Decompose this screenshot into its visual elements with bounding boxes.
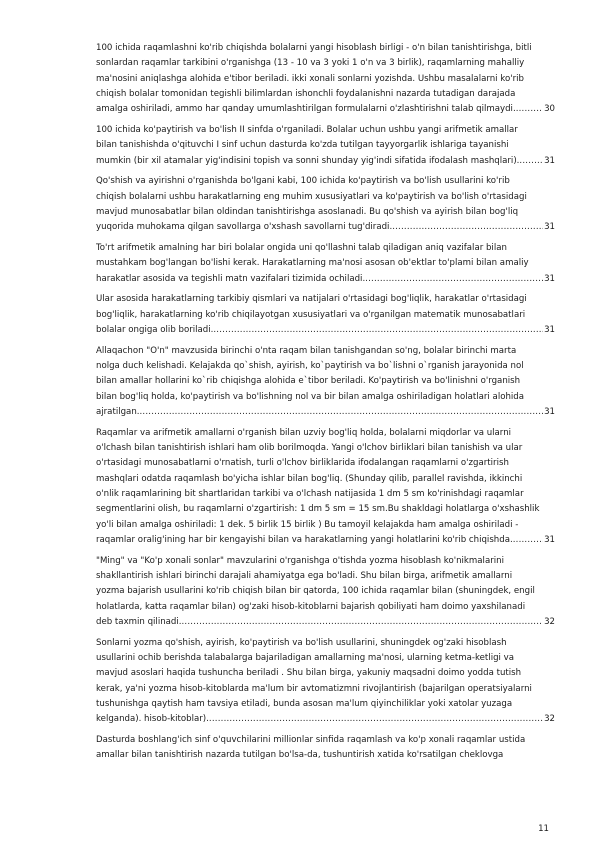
toc-entry-text-line: shakllantirish ishlari birinchi darajali ahamiyatga ega bo'ladi. Shu bilan birga, arifmetik amallarni <box>96 571 513 581</box>
dot-leader <box>213 323 543 338</box>
toc-entry-text-line: sonlardan raqamlar tarkibini o'rganishga (13 - 10 va 3 yoki 1 o'n va 3 birlik), raqamlarning mahalliy <box>96 58 525 69</box>
toc-entry-text-line: o'lchash bilan tanishtirish ishlari ham olib borilmoqda. Yangi o'lchov birliklari bilan tanishish va ular <box>96 443 523 454</box>
toc-page-number: 31 <box>544 534 555 545</box>
toc-entry-text-line: Sonlarni yozma qo'shish, ayirish, ko'paytirish va bo'lish usullarini, shuningdek og'zaki hisoblash <box>96 637 507 648</box>
toc-entry-text-line: usullarini ochib berishda talabalarga bajariladigan amallarning ma'nosi, ularning ketma-ketligi va <box>96 652 515 663</box>
toc-entry-text-line: Ular asosida harakatlarning tarkibiy qismlari va natijalari o'rtasidagi bog'liqlik, harakatlar o'rtasidagi <box>96 294 527 305</box>
toc-entry-text-line: o'rtasidagi munosabatlarni o'rnatish, turli o'lchov birliklarida ifodalangan raqamlarni o'zgartirish <box>96 458 509 469</box>
toc-entry-text-line: bog'liqlik, harakatlarning ko'rib chiqilayotgan xususiyatlari va o'rganilgan matematik munosabatlari <box>96 309 526 320</box>
toc-entry-text-line: raqamlar oralig'ining har bir kengayishi bilan va harakatlarning yangi holatlarini ko'rib chiqishda. <box>96 534 513 545</box>
toc-page-number: 32 <box>544 714 555 725</box>
toc-page-number: 31 <box>544 222 555 233</box>
toc-entry[interactable] <box>96 292 555 338</box>
toc-entry-text-line: mavjud asoslari haqida tushuncha beriladi . Shu bilan birga, yakuniy maqsadni doimo yodda tutish <box>96 668 522 679</box>
toc-page-number: 31 <box>544 407 555 418</box>
toc-entry-text-line: amalga oshiriladi, ammo har qanday umumlashtirilgan formulalarni o'zlashtirishni talab qilmaydi. <box>96 104 516 115</box>
toc-entry-text-line: chiqish bolalarni ushbu harakatlarning eng muhim xususiyatlari va ko'paytirish va bo'lish o'rtasidagi <box>96 191 527 202</box>
page-number: 11 <box>538 824 549 834</box>
toc-entry-text-line: deb taxmin qilinadi. <box>96 616 182 627</box>
toc-entry-text-line: mashqlari odatda raqamlash bo'yicha ishlar bilan bog'liq. (Shunday qilib, parallel ravishda, ikkinchi <box>96 473 523 484</box>
toc-entry-text-line: o'nlik raqamlarining bit shartlaridan tarkibi va o'lchash natijasida 1 dm 5 sm ko'rinishdagi raqamlar <box>96 489 524 500</box>
toc-entry-text-line: "Ming" va "Ko'p xonali sonlar" mavzularini o'rganishga o'tishda yozma hisoblash ko'nikmalarini <box>96 555 504 566</box>
dot-leader <box>519 154 543 169</box>
toc-entry-text-line: Allaqachon "O'n" mavzusida birinchi o'nta raqam bilan tanishgandan so'ng, bolalar birinchi marta <box>96 345 517 356</box>
toc-entry[interactable] <box>96 426 555 548</box>
toc-entry-text-line: Qo'shish va ayirishni o'rganishda bo'lgani kabi, 100 ichida ko'paytirish va bo'lish usullarini ko'rib <box>96 176 510 187</box>
toc-entry-text-line: yozma bajarish usullarini ko'rib chiqish bilan bir qatorda, 100 ichida raqamlar bilan (shuningdek, engil <box>96 586 535 597</box>
toc-entry-continued[interactable] <box>96 733 555 764</box>
dot-leader <box>516 102 543 117</box>
toc-entry[interactable] <box>96 344 555 420</box>
toc-page-number: 31 <box>544 325 555 336</box>
dot-leader <box>392 220 543 235</box>
toc-entry-text-line: mustahkam bog'langan bo'lishi kerak. Harakatlarning ma'nosi asosan ob'ektlar to'plami bilan amaliy <box>96 258 529 269</box>
toc-entry-text-line: ajratilgan. <box>96 407 140 418</box>
toc-entry-leader-line <box>96 220 555 235</box>
toc-entry-text-line: segmentlarini olish, bu raqamlarni o'zgartirish: 1 dm 5 sm = 15 sm.Bu shakldagi holatlarga o'xshashlik <box>96 504 540 515</box>
toc-entry-text-line: yuqorida muhokama qilgan savollarga o'xshash savollarni tug'diradi. <box>96 222 393 233</box>
toc-entry-leader-line <box>96 615 555 630</box>
dot-leader <box>182 615 544 630</box>
toc-entry-text-line: yo'li bilan amalga oshiriladi: 1 dek. 5 birlik 15 birlik ) Bu tamoyil kelajakda ham amalga oshiriladi - <box>96 519 519 530</box>
toc-entry-text-line: mavjud munosabatlar bilan oldindan tanishtirishga asoslanadi. Bu qo'shish va ayirish bilan bog'liq <box>96 206 519 217</box>
toc-entry-text-line: kerak, ya'ni yozma hisob-kitoblarda ma'lum bir avtomatizmni rivojlantirish (bajarilgan operatsiyalarni <box>96 683 532 694</box>
dot-leader <box>209 712 543 727</box>
toc-entry-leader-line <box>96 102 555 117</box>
toc-entry-text-line: harakatlar asosida va tegishli matn vazifalari tizimida ochiladi. <box>96 273 366 284</box>
toc-entry-leader-line <box>96 533 555 548</box>
dot-leader <box>513 533 543 548</box>
toc-entry[interactable] <box>96 241 555 287</box>
toc-entry[interactable] <box>96 636 555 728</box>
toc-entry-text-line: Dasturda boshlang'ich sinf o'quvchilarini millionlar sinfida raqamlash va ko'p xonali raqamlar ustida <box>96 734 526 745</box>
toc-entry-text-line: 100 ichida ko'paytirish va bo'lish II sinfda o'rganiladi. Bolalar uchun ushbu yangi arifmetik amallar <box>96 124 518 135</box>
toc-entry-text-line: holatlarda, katta raqamlar bilan) og'zaki hisob-kitoblarni bajarish qobiliyati ham doimo yaxshilanadi <box>96 601 526 612</box>
toc-entry-text-line: bilan tanishishda o'qituvchi I sinf uchun dasturda ko'zda tutilgan tayyorgarlik ishlariga tayanishi <box>96 140 509 151</box>
toc-entry[interactable] <box>96 123 555 169</box>
toc-entry[interactable] <box>96 41 555 117</box>
toc-entry-text-line: Raqamlar va arifmetik amallarni o'rganish bilan uzviy bog'liq holda, bolalarni miqdorlar va ularni <box>96 427 512 438</box>
toc-entry-text-line: chiqish bolalar tomonidan tegishli bilimlardan ishonchli foydalanishni nazarda tutadigan darajada <box>96 88 516 99</box>
toc-entry-text-line: 100 ichida raqamlashni ko'rib chiqishda bolalarni yangi hisoblash birligi - o'n bilan tanishtirishga, bitli <box>96 43 532 53</box>
toc-entry[interactable] <box>96 554 555 630</box>
toc-page-number: 31 <box>544 155 555 166</box>
toc-entry-text-line: bilan amallar hollarini ko`rib chiqishga alohida e`tibor beriladi. Ko'paytirish va bo'linishni o'rganish <box>96 376 521 387</box>
toc-entry-leader-line <box>96 405 555 420</box>
toc-entry[interactable] <box>96 174 555 235</box>
toc-entry-text-line: kelganda). hisob-kitoblar). <box>96 714 209 725</box>
toc-page-number: 32 <box>544 616 555 627</box>
toc-entry-text-line: amallar bilan tanishtirish nazarda tutilgan bo'lsa-da, tushuntirish xatida ko'rsatilgan cheklovga <box>96 750 504 761</box>
toc-entry-text-line: mumkin (bir xil atamalar yig'indisini topish va sonni shunday yig'indi sifatida ifodalash mashqlari). <box>96 155 520 166</box>
dot-leader <box>140 405 544 420</box>
dot-leader <box>365 272 543 287</box>
toc-entry-text-line: To'rt arifmetik amalning har biri bolalar ongida uni qo'llashni talab qiladigan aniq vazifalar bilan <box>96 243 507 254</box>
toc-entry-text-line: bolalar ongiga olib boriladi. <box>96 325 214 336</box>
toc-entry-text-line: bilan bog'liq holda, ko'paytirish va bo'lishning nol va bir bilan amalga oshiriladigan holatlari alohida <box>96 391 525 402</box>
toc-entry-text-line: nolga duch kelishadi. Kelajakda qo`shish, ayirish, ko`paytirish va bo`lishni o`rganish jarayonida nol <box>96 361 524 372</box>
toc-entry-leader-line <box>96 272 555 287</box>
toc-page-number: 30 <box>544 104 555 115</box>
toc-page-number: 31 <box>544 273 555 284</box>
table-of-contents <box>96 41 555 769</box>
toc-entry-leader-line <box>96 154 555 169</box>
toc-entry-leader-line <box>96 712 555 727</box>
toc-entry-text-line: ma'nosini aniqlashga alohida e'tibor beriladi. ikki xonali sonlarni yozishda. Ushbu masalalarni ko'rib <box>96 73 524 84</box>
toc-entry-leader-line <box>96 323 555 338</box>
toc-entry-text-line: tushunishga qaytish ham tavsiya etiladi, bunda asosan ma'lum qiyinchiliklar yoki xatolar yuzaga <box>96 698 513 709</box>
